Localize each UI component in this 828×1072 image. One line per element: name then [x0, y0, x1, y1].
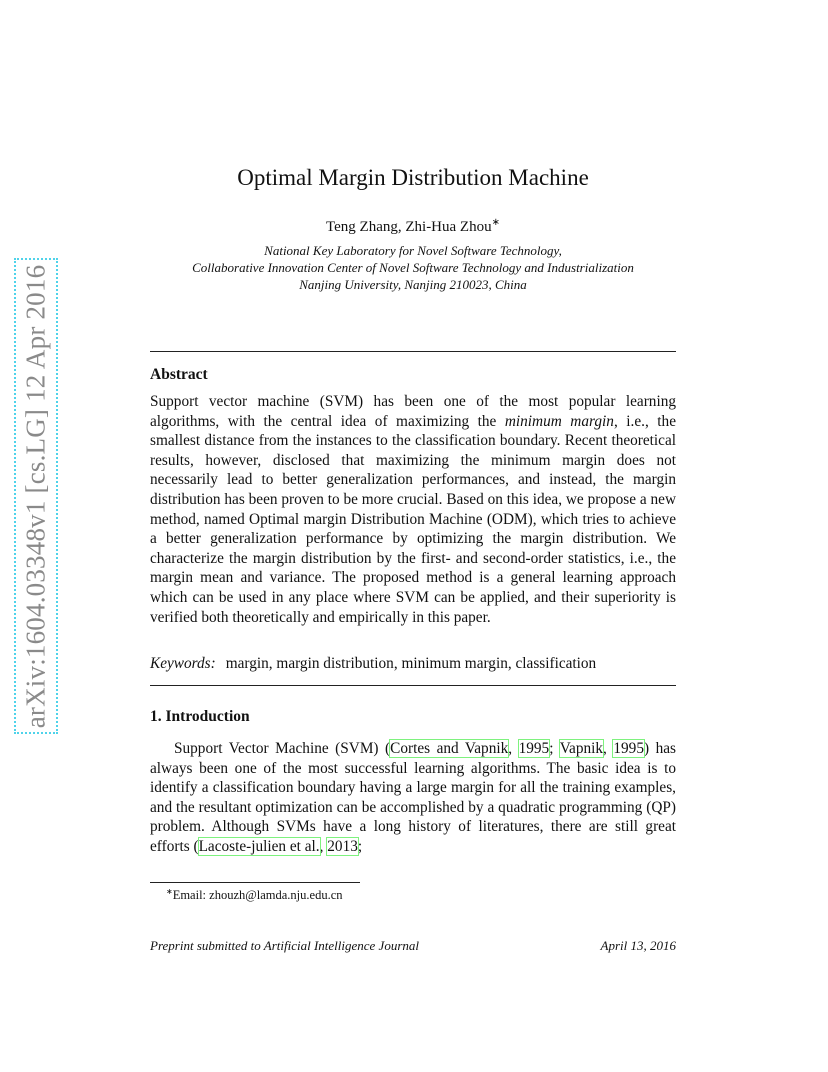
abstract-body: [150, 392, 676, 627]
affiliation-line: National Key Laboratory for Novel Software Technology,: [264, 243, 562, 258]
abstract-bottom-rule: [150, 685, 676, 686]
intro-text-part: ,: [603, 740, 614, 757]
citation-link-cortes-vapnik[interactable]: Cortes and Vapnik: [390, 740, 509, 757]
abstract-emphasis: minimum margin: [504, 412, 614, 430]
affiliation-line: Collaborative Innovation Center of Novel Software Technology and Industrialization: [192, 260, 634, 275]
citation-link-lacoste-julien[interactable]: Lacoste-julien et al.: [198, 837, 320, 855]
footnote-rule: [150, 882, 360, 883]
intro-text-part: Support Vector Machine (SVM) (: [174, 740, 391, 757]
intro-text-part: ;: [549, 740, 560, 757]
abstract-top-rule: [150, 351, 676, 352]
citation-link-year[interactable]: 2013: [327, 837, 358, 855]
footer-journal: Preprint submitted to Artificial Intelligence Journal: [150, 938, 419, 953]
paper-title: Optimal Margin Distribution Machine: [237, 165, 589, 190]
introduction-paragraph: [150, 739, 676, 857]
footer-date: April 13, 2016: [600, 938, 676, 953]
abstract-heading: Abstract: [150, 366, 208, 383]
citation-link-year[interactable]: 1995: [613, 740, 644, 757]
keywords-text: margin, margin distribution, minimum margin, classification: [225, 655, 597, 672]
footnote-mark: ∗: [166, 887, 173, 896]
affiliation-line: Nanjing University, Nanjing 210023, China: [299, 277, 527, 292]
intro-text-part: ,: [508, 740, 519, 757]
affiliation-block: [150, 242, 676, 293]
intro-text-part: ;: [357, 837, 363, 855]
citation-link-vapnik[interactable]: Vapnik: [559, 740, 604, 757]
author-footnote-mark: ∗: [491, 217, 500, 228]
abstract-text-part: , i.e., the smallest distance from the instances to the classification boundary. Recent theoretical results, however, disclosed that maximizing the minimum margin does not necessarily lead to better generalization performances, and instead, the margin distribution has been proven to be more crucial. Based on this idea, we propose a new method, named Optimal margin Distribution Machine (ODM), which tries to achieve a better generalization performance by optimizing the margin distribution. We characterize the margin distribution by the first- and second-order statistics, i.e., the margin mean and variance. The proposed method is a general learning approach which can be used in any place where SVM can be applied, and their superiority is verified both theoretically and empirically in this paper.: [150, 412, 676, 626]
keywords-label: Keywords:: [150, 655, 216, 672]
citation-link-year[interactable]: 1995: [518, 740, 550, 757]
arxiv-id-text: arXiv:1604.03348v1 [cs.LG] 12 Apr 2016: [20, 264, 51, 728]
footnote-email: Email: zhouzh@lamda.nju.edu.cn: [172, 888, 343, 903]
intro-text-part: ) has always been one of the most successful learning algorithms. The basic idea is to identify a classification boundary having a large margin for all the training examples, and the resultant optimization can be accomplished by a quadratic programming (QP) problem. Although SVMs have a long history of literatures, there are still great efforts (: [150, 740, 676, 855]
abstract-text-part: Support vector machine (SVM) has been one of the most popular learning algorithms, with the central idea of maximizing the: [150, 393, 676, 430]
keywords-line: [150, 655, 676, 673]
intro-text-part: ,: [319, 837, 328, 855]
introduction-heading: 1. Introduction: [150, 708, 250, 725]
author-names: Teng Zhang, Zhi-Hua Zhou: [326, 219, 492, 235]
paper-authors: [150, 217, 676, 236]
arxiv-side-stamp: [14, 258, 58, 734]
footnote: [166, 887, 343, 903]
